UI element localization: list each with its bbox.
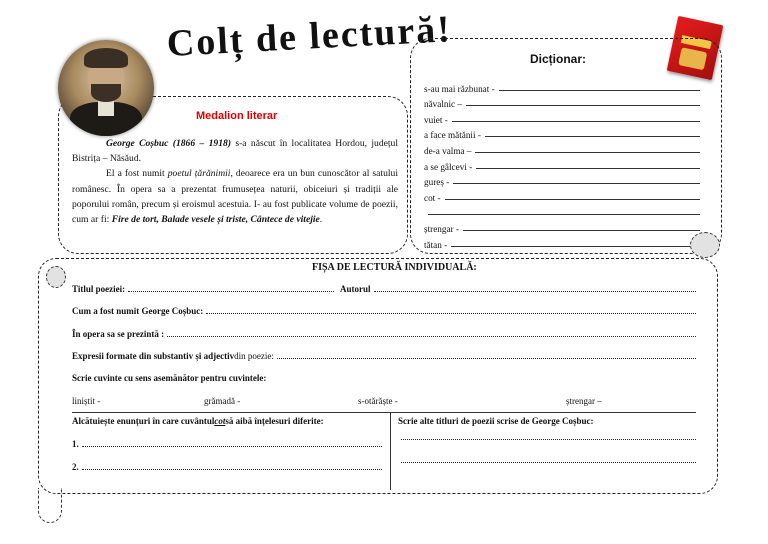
keyword-cot: cot xyxy=(214,416,226,426)
answer-line[interactable] xyxy=(463,230,700,231)
answer-line[interactable] xyxy=(401,462,696,463)
dictionary-item: a face mătănii - xyxy=(424,125,700,141)
dictionary-item: de-a valma – xyxy=(424,140,700,156)
author-row: Autorul xyxy=(340,284,696,294)
named-row: Cum a fost numit George Coșbuc: xyxy=(72,306,696,316)
dictionary-item: s-au mai răzbunat - xyxy=(424,78,700,94)
sentence-row-2: 2. xyxy=(72,462,382,472)
answer-line[interactable] xyxy=(82,446,382,447)
dictionary-item xyxy=(424,203,700,219)
answer-line[interactable] xyxy=(452,121,700,122)
answer-line[interactable] xyxy=(485,136,700,137)
author-portrait xyxy=(58,40,154,136)
synonym-word: s-otărăște - xyxy=(358,396,398,406)
synonyms-question: Scrie cuvinte cu sens asemănător pentru cuvintele: xyxy=(72,373,267,383)
poem-title-row: Titlul poeziei: xyxy=(72,284,334,294)
answer-line[interactable] xyxy=(475,152,700,153)
dictionary-item: năvalnic – xyxy=(424,94,700,110)
synonym-word: liniștit - xyxy=(72,396,101,406)
dictionary-item: ștrengar - xyxy=(424,218,700,234)
expressions-row: Expresii formate din substantiv și adjectiv din poezie: xyxy=(72,351,696,361)
answer-line[interactable] xyxy=(374,291,696,292)
medalion-text: George Coșbuc (1866 – 1918) s-a născut în localitatea Hordou, județul Bistrița – Năsăud. El a fost numit poetul țărănimii, deoarece era un bun cunoscător al satului românesc. În opera sa a prezentat frumusețea naturii, obiceiuri și tradiții ale poporului român, precum și eroismul acestuia. I- au fost publicate volume de poezii, cum ar fi: Fire de tort, Balade vesele și triste, Cântece de vitejie. xyxy=(72,138,399,226)
divider xyxy=(72,412,696,413)
answer-line[interactable] xyxy=(206,313,696,314)
dictionary-item: cot - xyxy=(424,187,700,203)
sentences-question: Alcătuiește enunțuri în care cuvântul cot să aibă înțelesuri diferite: xyxy=(72,416,324,426)
author-name: George Coșbuc (1866 – 1918) xyxy=(106,138,232,149)
answer-line[interactable] xyxy=(82,469,382,470)
answer-line[interactable] xyxy=(277,358,696,359)
works: Fire de tort, Balade vesele și triste, Cântece de vitejie xyxy=(111,214,320,226)
synonym-word: grămadă - xyxy=(204,396,241,406)
dictionary-item: gureș - xyxy=(424,172,700,188)
answer-line[interactable] xyxy=(451,246,700,247)
page-title: Colț de lectură! xyxy=(165,8,453,66)
answer-line[interactable] xyxy=(445,199,700,200)
worksheet-title: FIȘA DE LECTURĂ INDIVIDUALĂ: xyxy=(312,262,477,273)
scroll-curl xyxy=(46,266,66,288)
dictionary-list xyxy=(424,78,700,250)
presents-row: În opera sa se prezintă : xyxy=(72,329,696,339)
other-titles-question: Scrie alte titluri de poezii scrise de George Coșbuc: xyxy=(398,416,594,426)
divider xyxy=(390,412,391,490)
answer-line[interactable] xyxy=(128,291,334,292)
answer-line[interactable] xyxy=(466,105,700,106)
answer-line[interactable] xyxy=(476,168,700,169)
synonym-word: ștrengar – xyxy=(566,396,602,406)
dictionary-item: tătan - xyxy=(424,234,700,250)
other-title-row-1 xyxy=(398,439,696,442)
dictionary-item: vuiet - xyxy=(424,109,700,125)
answer-line[interactable] xyxy=(428,214,700,215)
answer-line[interactable] xyxy=(453,183,700,184)
answer-line[interactable] xyxy=(499,90,700,91)
scroll-curl xyxy=(690,232,720,258)
sentence-row-1: 1. xyxy=(72,439,382,449)
answer-line[interactable] xyxy=(401,439,696,440)
dictionary-title: Dicționar: xyxy=(530,52,587,66)
nickname: poetul țărănimii xyxy=(167,168,231,180)
medalion-title: Medalion literar xyxy=(196,110,278,122)
scroll-tail xyxy=(38,488,62,523)
answer-line[interactable] xyxy=(167,336,696,337)
dictionary-item: a se gâlcevi - xyxy=(424,156,700,172)
other-title-row-2 xyxy=(398,462,696,465)
